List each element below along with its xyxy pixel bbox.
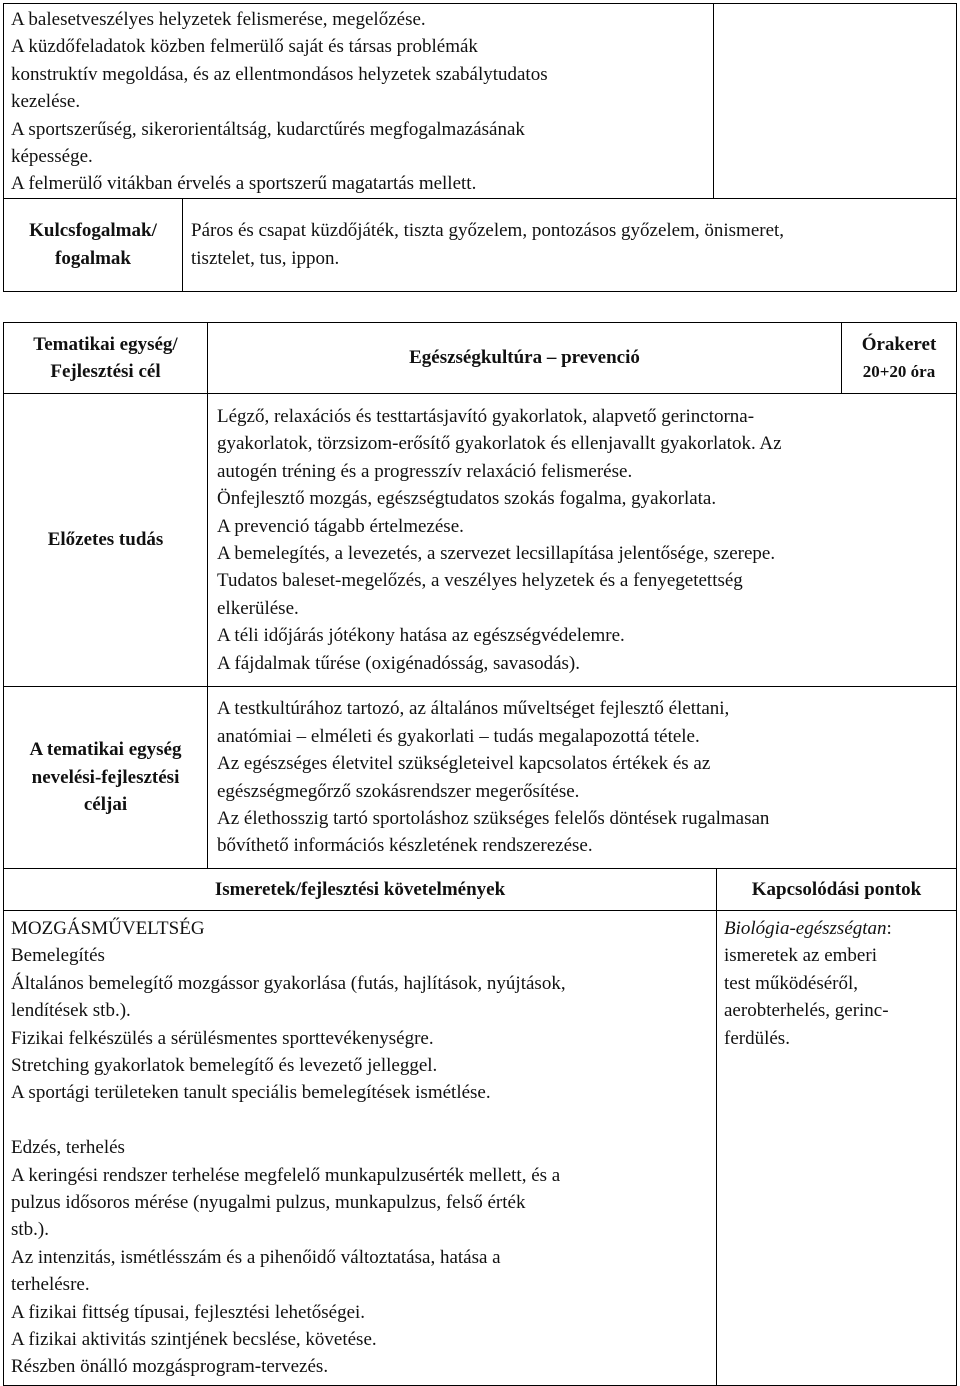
text-line: Tudatos baleset-megelőzés, a veszélyes helyzetek és a fenyegetettség xyxy=(217,570,743,592)
hours-value: 20+20 óra xyxy=(862,362,936,381)
text-line: autogén tréning és a progresszív relaxáció felismerése. xyxy=(217,460,633,482)
continuation-table xyxy=(3,3,957,292)
text-line: Bemelegítés xyxy=(11,945,105,967)
text-line: aerobterhelés, gerinc- xyxy=(724,1000,889,1022)
text-line: pulzus idősoros mérése (nyugalmi pulzus, munkapulzus, felső érték xyxy=(11,1192,526,1214)
text-line: képessége. xyxy=(11,146,93,168)
text-line: A küzdőfeladatok közben felmerülő saját és társas problémák xyxy=(11,36,478,58)
text-line: A bemelegítés, a levezetés, a szervezet lecsillapítása jelentősége, szerepe. xyxy=(217,543,776,564)
text-line: Önfejlesztő mozgás, egészségtudatos szokás fogalma, gyakorlata. xyxy=(217,488,717,510)
text-line: konstruktív megoldása, és az ellentmondásos helyzetek szabálytudatos xyxy=(11,63,548,85)
continuation-text xyxy=(4,4,714,199)
text-line: A sportági területeken tanult speciális bemelegítések ismétlése. xyxy=(11,1082,491,1104)
hours-cell xyxy=(842,323,957,394)
thematic-unit-label: Tematikai egység/ Fejlesztési cél xyxy=(4,323,208,394)
text-line: A testkultúrához tartozó, az általános műveltséget fejlesztő élettani, xyxy=(217,698,730,720)
prior-knowledge-label: Előzetes tudás xyxy=(4,394,208,687)
connections-text: Biológia-egészségtan: ismeretek az emberi test működéséről, aerobterhelés, gerinc- ferdülés. xyxy=(717,911,957,1386)
text-line: ferdülés. xyxy=(724,1027,790,1049)
text-line: tisztelet, tus, ippon. xyxy=(191,247,340,269)
text-line: A fizikai aktivitás szintjének becslése, követése. xyxy=(11,1329,377,1351)
text-line: A balesetveszélyes helyzetek felismerése, megelőzése. xyxy=(11,9,426,30)
text-line: Részben önálló mozgásprogram-tervezés. xyxy=(11,1356,329,1378)
text-line: A fájdalmak tűrése (oxigénadósság, savasodás). xyxy=(217,652,581,674)
empty-cell xyxy=(714,4,957,199)
text-line: A keringési rendszer terhelése megfelelő munkapulzusérték mellett, és a xyxy=(11,1164,561,1186)
text-line: Az egészséges életvitel szükségleteivel kapcsolatos értékek és az xyxy=(217,753,711,775)
text-line: A téli időjárás jótékony hatása az egészségvédelemre. xyxy=(217,625,625,647)
text-line: A fizikai fittség típusai, fejlesztési lehetőségei. xyxy=(11,1301,366,1323)
text-line: egészségmegőrző szokásrendszer megerősítése. xyxy=(217,780,580,802)
goals-text xyxy=(208,687,957,869)
goals-label: A tematikai egység nevelési-fejlesztési céljai xyxy=(4,687,208,869)
requirements-header: Ismeretek/fejlesztési követelmények xyxy=(4,869,717,911)
text-line: A prevenció tágabb értelmezése. xyxy=(217,515,464,537)
text-line: Páros és csapat küzdőjáték, tiszta győzelem, pontozásos győzelem, önismeret, xyxy=(191,220,785,242)
requirements-text xyxy=(4,911,717,1386)
text-line: test működéséről, xyxy=(724,972,859,994)
text-line: bővíthető információs készletének rendszerezése. xyxy=(217,835,593,857)
text-line: Légző, relaxációs és testtartásjavító gyakorlatok, alapvető gerinctorna- xyxy=(217,405,755,427)
connections-header: Kapcsolódási pontok xyxy=(717,869,957,911)
text-line: Az élethosszig tartó sportoláshoz szükséges felelős döntések rugalmasan xyxy=(217,807,770,829)
key-concepts-label: Kulcsfogalmak/ fogalmak xyxy=(4,198,183,291)
paragraph-gap xyxy=(11,1107,712,1134)
key-concepts-text xyxy=(183,198,957,291)
hours-label: Órakeret xyxy=(861,333,937,355)
text-line: lendítések stb.). xyxy=(11,1000,131,1022)
connections-subject: Biológia-egészségtan xyxy=(724,918,887,939)
unit-title: Egészségkultúra – prevenció xyxy=(208,323,842,394)
text-line: Az intenzitás, ismétlésszám és a pihenőidő változtatása, hatása a xyxy=(11,1246,501,1268)
text-line: Fizikai felkészülés a sérülésmentes sporttevékenységre. xyxy=(11,1027,434,1049)
text-line: A felmerülő vitákban érvelés a sportszerű magatartás mellett. xyxy=(11,173,477,195)
text-line: elkerülése. xyxy=(217,597,299,619)
text-line: gyakorlatok, törzsizom-erősítő gyakorlatok és ellenjavallt gyakorlatok. Az xyxy=(217,433,782,455)
text-line: anatómiai – elméleti és gyakorlati – tudás megalapozottá tétele. xyxy=(217,725,700,747)
thematic-unit-table xyxy=(3,322,957,1386)
text-line: terhelésre. xyxy=(11,1274,90,1296)
text-line: MOZGÁSMŰVELTSÉG xyxy=(11,918,205,939)
prior-knowledge-text xyxy=(208,394,957,687)
text-line: Edzés, terhelés xyxy=(11,1137,125,1159)
text-line: Stretching gyakorlatok bemelegítő és levezető jelleggel. xyxy=(11,1055,438,1077)
text-line: stb.). xyxy=(11,1219,49,1241)
text-line: A sportszerűség, sikerorientáltság, kudarctűrés megfogalmazásának xyxy=(11,118,525,140)
text-line: kezelése. xyxy=(11,91,81,113)
text-line: ismeretek az emberi xyxy=(724,945,877,967)
text-line: Általános bemelegítő mozgássor gyakorlása (futás, hajlítások, nyújtások, xyxy=(11,972,566,994)
